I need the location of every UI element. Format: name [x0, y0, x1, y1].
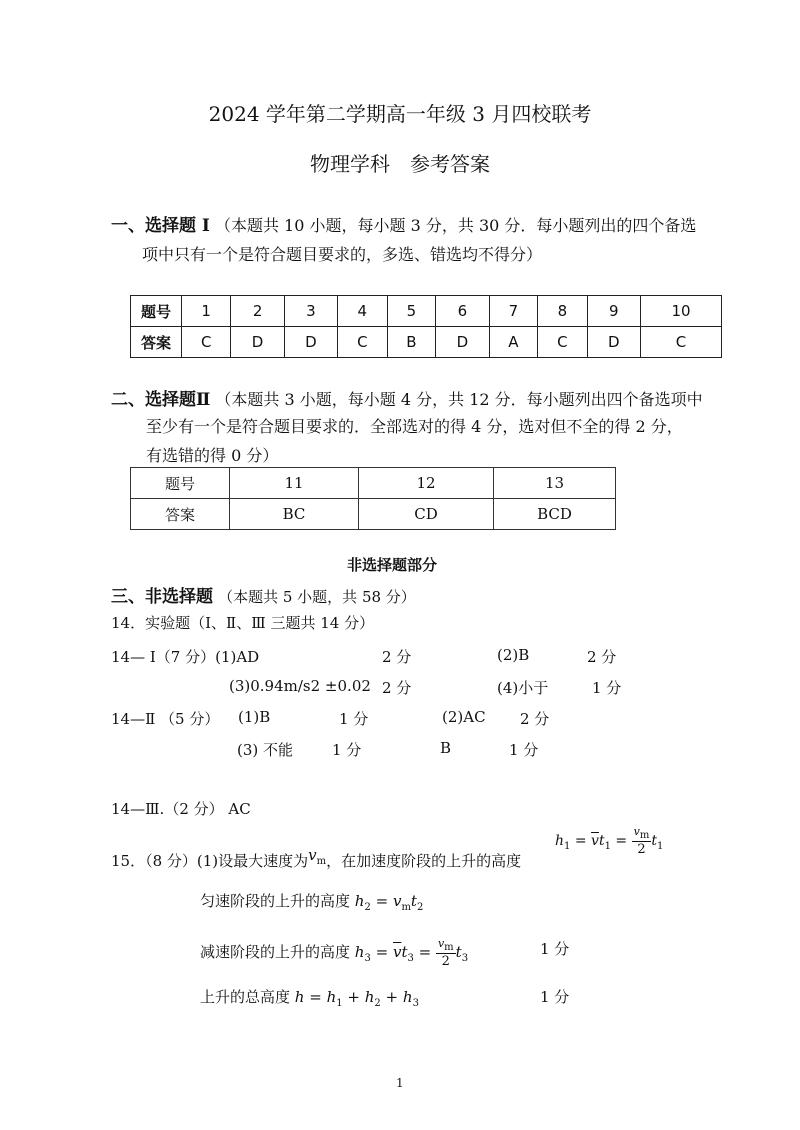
table-cell: 4: [338, 296, 387, 327]
table-cell: C: [338, 327, 387, 358]
q15-intro-text: ，在加速度阶段的上升的高度: [326, 852, 522, 870]
q14-part2-points: 1 分: [332, 741, 362, 759]
table-cell: 1: [182, 296, 231, 327]
q14-part2-label: 14—Ⅱ （5 分）: [111, 710, 220, 728]
section1-answer-table: [130, 295, 722, 358]
q14-part2-points: 2 分: [520, 710, 550, 728]
section1-desc-line1: （本题共 10 小题，每小题 3 分，共 30 分．每小题列出的四个备选: [214, 216, 697, 235]
q14-part1-points: 2 分: [587, 648, 617, 666]
nonchoice-title: 非选择题部分: [347, 556, 438, 574]
table-row: [131, 499, 616, 530]
q14-part1-points: 2 分: [382, 648, 412, 666]
table-cell: 13: [494, 468, 616, 499]
section3-header: [111, 582, 416, 607]
table-row: [131, 296, 722, 327]
table-cell: 3: [284, 296, 337, 327]
table-row: [131, 327, 722, 358]
q14-part1-points: 1 分: [592, 679, 622, 697]
section2-desc-line3: 有选错的得 0 分）: [146, 446, 279, 465]
q14-part1-b: (2)B: [497, 646, 530, 664]
q15-intro-text: 15．（8 分）(1)设最大速度为: [111, 852, 309, 870]
formula-h-total: $h = h_1 + h_2 + h_3$: [294, 988, 419, 1009]
table-cell: 11: [230, 468, 359, 499]
section2-desc-line2: 至少有一个是符合题目要求的．全部选对的得 4 分，选对但不全的得 2 分，: [146, 417, 683, 436]
q14-part2-points: 1 分: [339, 710, 369, 728]
row-label: 答案: [131, 499, 230, 530]
table-cell: A: [489, 327, 538, 358]
table-cell: 8: [538, 296, 587, 327]
section2-header: [111, 385, 703, 410]
table-cell: 7: [489, 296, 538, 327]
q14-intro: 14．实验题（Ⅰ、Ⅱ、Ⅲ 三题共 14 分）: [111, 614, 375, 632]
page-subtitle: 物理学科 参考答案: [310, 152, 490, 176]
table-cell: D: [436, 327, 489, 358]
q15-line3-text: 减速阶段的上升的高度: [200, 943, 351, 962]
q14-part2-a: (1)B: [238, 708, 271, 726]
row-label: 题号: [131, 468, 230, 499]
table-cell: BCD: [494, 499, 616, 530]
table-cell: 12: [359, 468, 494, 499]
section2-answer-table: [130, 467, 616, 530]
formula-vm: $v_m$: [308, 846, 327, 867]
q15-line3: [200, 938, 468, 968]
q15-line4-points: 1 分: [540, 988, 570, 1006]
table-cell: CD: [359, 499, 494, 530]
section1-header: [111, 211, 696, 236]
table-cell: D: [587, 327, 640, 358]
formula-h2: $h_2 = v_mt_2$: [354, 892, 424, 913]
q14-part1-points: 2 分: [382, 679, 412, 697]
q14-part1-a: 14— Ⅰ（7 分）(1)AD: [111, 648, 260, 666]
q15-intro: [111, 846, 522, 873]
section2-desc-line1: （本题共 3 小题，每小题 4 分，共 12 分．每小题列出四个备选项中: [215, 390, 703, 409]
q15-line3-points: 1 分: [540, 940, 570, 958]
q15-line2: [200, 890, 423, 913]
table-cell: C: [538, 327, 587, 358]
table-cell: B: [387, 327, 436, 358]
section3-heading: 三、非选择题: [111, 587, 213, 607]
table-row: [131, 468, 616, 499]
q15-line4: [200, 986, 419, 1009]
table-cell: C: [182, 327, 231, 358]
section2-heading: 二、选择题Ⅱ: [111, 390, 211, 410]
table-cell: 9: [587, 296, 640, 327]
q15-line4-text: 上升的总高度: [200, 988, 291, 1006]
q14-part2-b: (2)AC: [442, 708, 486, 726]
row-label: 答案: [131, 327, 182, 358]
q14-part1-c: (3)0.94m/s2 ±0.02: [229, 677, 371, 695]
table-cell: 5: [387, 296, 436, 327]
section3-desc: （本题共 5 小题，共 58 分）: [218, 588, 416, 606]
q14-part2-d: B: [440, 739, 452, 757]
table-cell: C: [640, 327, 721, 358]
table-cell: BC: [230, 499, 359, 530]
q14-part3: 14—Ⅲ.（2 分） AC: [111, 800, 251, 818]
page-title: 2024 学年第二学期高一年级 3 月四校联考: [208, 102, 592, 126]
q14-part1-d: (4)小于: [497, 679, 549, 697]
table-cell: 10: [640, 296, 721, 327]
formula-h1: $h_1 = \overline{v}t_1$ = $\frac{v_m}{2}$ $t_1$: [555, 825, 664, 858]
formula-h3: $h_3 = \overline{v}t_3$ = $\frac{v_m}{2}$ $t_3$: [354, 937, 469, 970]
table-cell: D: [284, 327, 337, 358]
q14-part2-c: (3) 不能: [237, 741, 294, 759]
section1-desc-line2: 项中只有一个是符合题目要求的，多选、错选均不得分）: [142, 245, 543, 264]
table-cell: D: [231, 327, 284, 358]
table-cell: 2: [231, 296, 284, 327]
section1-heading: 一、选择题 Ⅰ: [111, 216, 210, 236]
page-number: 1: [396, 1076, 404, 1090]
q14-part2-points: 1 分: [509, 741, 539, 759]
row-label: 题号: [131, 296, 182, 327]
table-cell: 6: [436, 296, 489, 327]
q15-line2-text: 匀速阶段的上升的高度: [200, 892, 351, 910]
